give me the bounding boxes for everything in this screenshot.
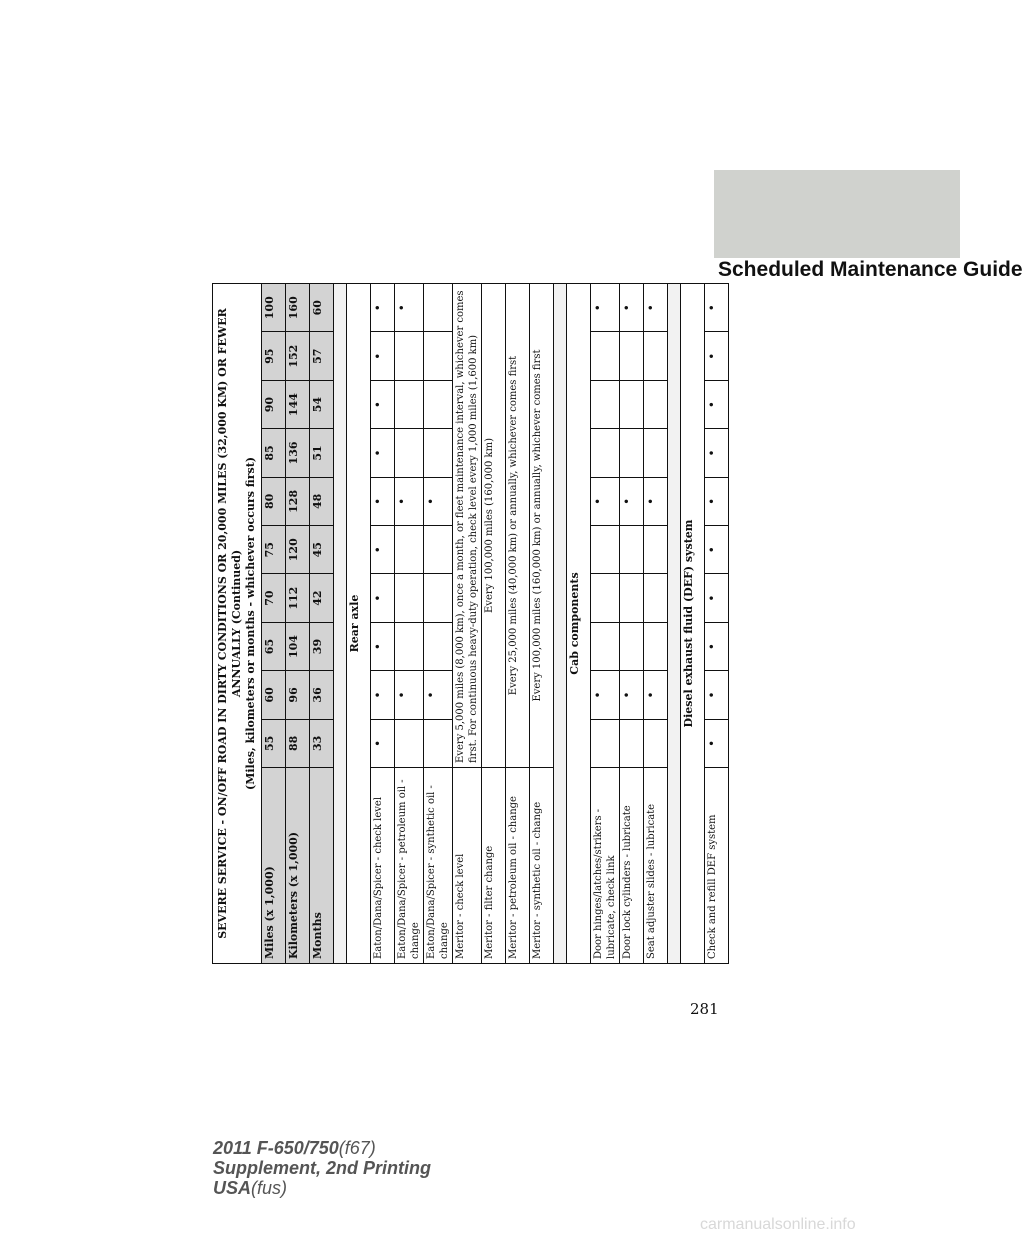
table-row [644, 283, 668, 963]
months-cell: 48 [310, 477, 334, 525]
service-mark-cell [620, 622, 644, 670]
service-mark-cell: • [395, 283, 424, 332]
service-mark-cell: • [395, 477, 424, 525]
service-mark-cell [424, 332, 453, 380]
row-label: Eaton/Dana/Spicer - petroleum oil - change [395, 768, 424, 964]
service-mark-cell [424, 719, 453, 767]
service-mark-cell: • [371, 671, 395, 719]
maintenance-table-rotated [212, 284, 719, 964]
service-mark-cell: • [620, 477, 644, 525]
table-title-line3: (Miles, kilometers or months - whichever occurs first) [244, 456, 257, 791]
table-row [424, 283, 453, 963]
service-mark-cell: • [644, 671, 668, 719]
footer-model-code: (f67) [338, 1138, 376, 1158]
row-label: Check and refill DEF system [705, 768, 729, 964]
miles-cell: 75 [262, 526, 286, 574]
service-mark-cell: • [371, 380, 395, 428]
service-mark-cell [620, 526, 644, 574]
group-heading-def: Diesel exhaust fluid (DEF) system [681, 283, 705, 963]
service-mark-cell: • [620, 283, 644, 332]
kilometers-cell: 120 [286, 526, 310, 574]
service-mark-cell: • [705, 477, 729, 525]
service-mark-cell [591, 526, 620, 574]
page-number: 281 [690, 1000, 719, 1018]
service-mark-cell [395, 380, 424, 428]
miles-cell: 70 [262, 574, 286, 622]
miles-cell: 65 [262, 622, 286, 670]
miles-cell: 100 [262, 283, 286, 332]
service-mark-cell: • [705, 719, 729, 767]
months-cell: 57 [310, 332, 334, 380]
row-label: Eaton/Dana/Spicer - synthetic oil - change [424, 768, 453, 964]
interval-note: Every 100,000 miles (160,000 km) or annually, whichever comes first [530, 283, 554, 767]
service-mark-cell [395, 574, 424, 622]
meritor-filter-change-row [482, 283, 506, 963]
footer-region: USA [213, 1178, 252, 1198]
service-mark-cell: • [644, 477, 668, 525]
months-cell: 36 [310, 671, 334, 719]
kilometers-cell: 128 [286, 477, 310, 525]
service-mark-cell [620, 380, 644, 428]
service-mark-cell [424, 574, 453, 622]
section-tab [714, 170, 960, 258]
kilometers-cell: 144 [286, 380, 310, 428]
spacer-row [554, 283, 567, 963]
service-mark-cell [620, 719, 644, 767]
service-mark-cell: • [424, 477, 453, 525]
months-cell: 54 [310, 380, 334, 428]
service-mark-cell [591, 719, 620, 767]
service-mark-cell [620, 429, 644, 477]
service-mark-cell: • [620, 671, 644, 719]
service-mark-cell [620, 332, 644, 380]
service-mark-cell [395, 719, 424, 767]
service-mark-cell [644, 574, 668, 622]
service-mark-cell [591, 622, 620, 670]
service-mark-cell: • [705, 526, 729, 574]
row-label: Eaton/Dana/Spicer - check level [371, 768, 395, 964]
spacer-row [668, 283, 681, 963]
service-mark-cell [591, 332, 620, 380]
meritor-petroleum-oil-row [506, 283, 530, 963]
row-label: Meritor - check level [453, 768, 482, 964]
service-mark-cell [424, 283, 453, 332]
interval-note: Every 5,000 miles (8,000 km), once a month, or fleet maintenance interval, whichever comes first. For continuous heavy-duty operation, check level every 1,000 miles (1,600 km) [453, 283, 482, 767]
service-mark-cell: • [591, 283, 620, 332]
group-heading-cab: Cab components [567, 283, 591, 963]
miles-cell: 55 [262, 719, 286, 767]
footer-line1 [213, 1138, 431, 1158]
service-mark-cell [591, 574, 620, 622]
kilometers-cell: 112 [286, 574, 310, 622]
miles-cell: 80 [262, 477, 286, 525]
months-cell: 42 [310, 574, 334, 622]
service-mark-cell [395, 526, 424, 574]
service-mark-cell: • [371, 574, 395, 622]
service-mark-cell [424, 429, 453, 477]
service-mark-cell [395, 622, 424, 670]
service-mark-cell [395, 332, 424, 380]
service-mark-cell [424, 526, 453, 574]
service-mark-cell: • [705, 429, 729, 477]
miles-label: Miles (x 1,000) [262, 768, 286, 964]
maintenance-table [212, 283, 729, 964]
footer-line2: Supplement, 2nd Printing [213, 1158, 432, 1178]
spacer-row [334, 283, 347, 963]
miles-cell: 85 [262, 429, 286, 477]
service-mark-cell [644, 380, 668, 428]
row-label: Seat adjuster slides - lubricate [644, 768, 668, 964]
service-mark-cell: • [371, 477, 395, 525]
group-heading-rear-axle: Rear axle [347, 283, 371, 963]
table-title [213, 283, 262, 963]
table-row [371, 283, 395, 963]
service-mark-cell [644, 719, 668, 767]
months-label: Months [310, 768, 334, 964]
service-mark-cell: • [395, 671, 424, 719]
section-title: Scheduled Maintenance Guide [718, 258, 1023, 281]
table-row [620, 283, 644, 963]
service-mark-cell [424, 380, 453, 428]
service-mark-cell: • [371, 526, 395, 574]
footer-line3 [213, 1178, 431, 1198]
kilometers-cell: 152 [286, 332, 310, 380]
kilometers-cell: 88 [286, 719, 310, 767]
months-cell: 51 [310, 429, 334, 477]
service-mark-cell: • [424, 671, 453, 719]
table-title-line2: ANNUALLY (Continued) [230, 549, 243, 698]
row-label: Meritor - petroleum oil - change [506, 768, 530, 964]
service-mark-cell [591, 429, 620, 477]
service-mark-cell [424, 622, 453, 670]
months-cell: 33 [310, 719, 334, 767]
row-label: Door hinges/latches/strikers - lubricate, check link [591, 768, 620, 964]
service-mark-cell [644, 622, 668, 670]
miles-cell: 60 [262, 671, 286, 719]
months-cell: 60 [310, 283, 334, 332]
interval-note: Every 25,000 miles (40,000 km) or annually, whichever comes first [506, 283, 530, 767]
footer-model: 2011 F-650/750 [213, 1138, 339, 1158]
service-mark-cell [591, 380, 620, 428]
months-cell: 39 [310, 622, 334, 670]
service-mark-cell: • [705, 380, 729, 428]
service-mark-cell [395, 429, 424, 477]
kilometers-cell: 136 [286, 429, 310, 477]
kilometers-cell: 96 [286, 671, 310, 719]
miles-cell: 95 [262, 332, 286, 380]
kilometers-cell: 160 [286, 283, 310, 332]
kilometers-label: Kilometers (x 1,000) [286, 768, 310, 964]
footer-region-code: (fus) [251, 1178, 288, 1198]
service-mark-cell: • [644, 283, 668, 332]
service-mark-cell: • [591, 477, 620, 525]
service-mark-cell [644, 332, 668, 380]
meritor-synthetic-oil-row [530, 283, 554, 963]
table-title-line1: SEVERE SERVICE - ON/OFF ROAD IN DIRTY CONDITIONS OR 20,000 MILES (32,000 KM) OR FEWER [216, 308, 229, 939]
service-mark-cell [644, 526, 668, 574]
watermark: carmanualsonline.info [700, 1216, 856, 1233]
kilometers-cell: 104 [286, 622, 310, 670]
service-mark-cell [620, 574, 644, 622]
service-mark-cell: • [705, 574, 729, 622]
service-mark-cell [644, 429, 668, 477]
service-mark-cell: • [371, 429, 395, 477]
interval-note: Every 100,000 miles (160,000 km) [482, 283, 506, 767]
row-label: Meritor - synthetic oil - change [530, 768, 554, 964]
service-mark-cell: • [591, 671, 620, 719]
service-mark-cell: • [705, 332, 729, 380]
kilometers-row [286, 283, 310, 963]
miles-row [262, 283, 286, 963]
service-mark-cell: • [705, 622, 729, 670]
service-mark-cell: • [705, 283, 729, 332]
service-mark-cell: • [371, 332, 395, 380]
service-mark-cell: • [705, 671, 729, 719]
miles-cell: 90 [262, 380, 286, 428]
service-mark-cell: • [371, 719, 395, 767]
service-mark-cell: • [371, 622, 395, 670]
row-label: Door lock cylinders - lubricate [620, 768, 644, 964]
months-row [310, 283, 334, 963]
service-mark-cell: • [371, 283, 395, 332]
row-label: Meritor - filter change [482, 768, 506, 964]
months-cell: 45 [310, 526, 334, 574]
table-row [705, 283, 729, 963]
table-row [395, 283, 424, 963]
meritor-check-level-row [453, 283, 482, 963]
table-row [591, 283, 620, 963]
footer [213, 1138, 431, 1198]
